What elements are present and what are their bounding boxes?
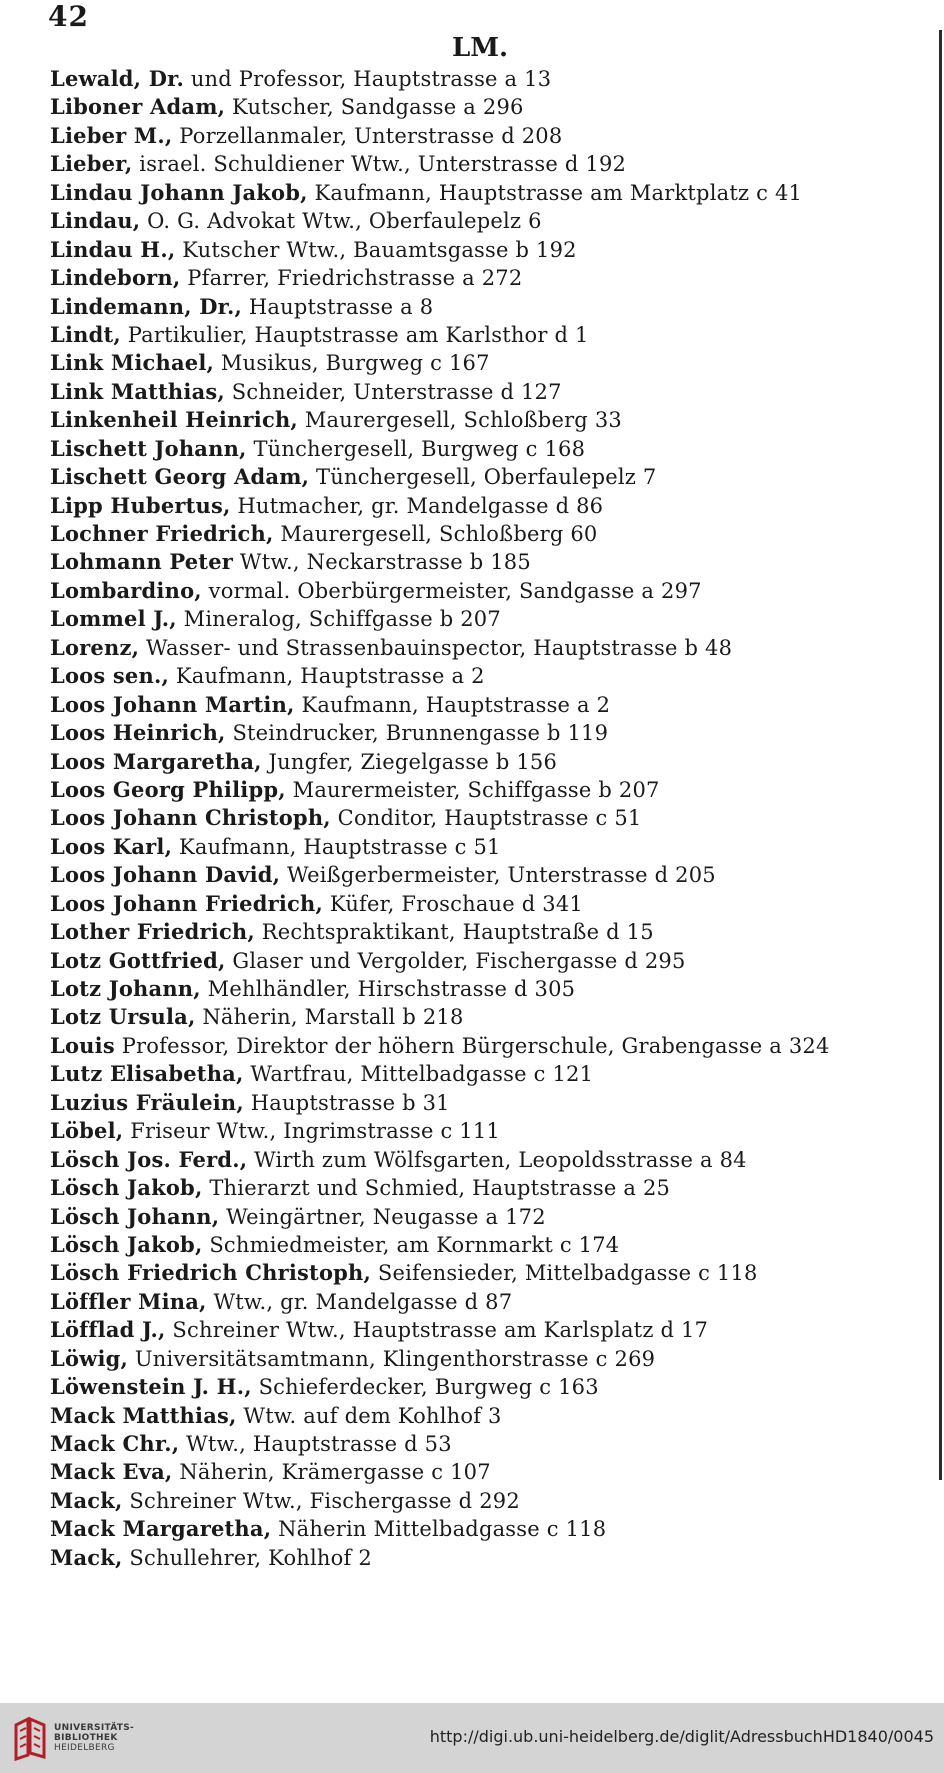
entry-details: Wtw. auf dem Kohlhof 3 xyxy=(236,1403,502,1428)
entry-details: Wartfrau, Mittelbadgasse c 121 xyxy=(243,1062,594,1087)
entry-name: Lindemann, Dr., xyxy=(50,293,243,319)
entry-name: Liboner Adam, xyxy=(50,94,226,120)
list-item xyxy=(50,1259,910,1287)
entry-name: Louis xyxy=(50,1032,115,1058)
entry-name: Lindau H., xyxy=(50,236,176,262)
entry-details: Hauptstrasse a 8 xyxy=(242,294,434,319)
entry-details: Kaufmann, Hauptstrasse am Marktplatz c 41 xyxy=(307,180,803,205)
entry-name: Lotz Gottfried, xyxy=(50,947,226,973)
entry-details: vormal. Oberbürgermeister, Sandgasse a 297 xyxy=(201,578,702,603)
entry-name: Lieber, xyxy=(50,151,133,177)
list-item xyxy=(50,378,910,406)
list-item xyxy=(50,861,910,889)
list-item xyxy=(50,406,910,434)
entry-name: Lischett Johann, xyxy=(50,435,247,461)
entry-name: Lösch Friedrich Christoph, xyxy=(50,1260,372,1286)
list-item xyxy=(50,1402,910,1430)
running-head: LM. xyxy=(452,33,509,63)
entry-name: Lindeborn, xyxy=(50,265,181,291)
entry-name: Lotz Ursula, xyxy=(50,1004,196,1030)
entry-details: Seifensieder, Mittelbadgasse c 118 xyxy=(371,1261,758,1286)
entry-name: Luzius Fräulein, xyxy=(50,1089,244,1115)
entry-name: Linkenheil Heinrich, xyxy=(50,407,298,433)
entry-name: Mack Eva, xyxy=(50,1459,173,1485)
entry-details: Kaufmann, Hauptstrasse a 2 xyxy=(294,692,611,717)
entry-name: Löwenstein J. H., xyxy=(50,1374,252,1400)
heidelberg-library-logo-icon xyxy=(10,1715,50,1761)
list-item xyxy=(50,1146,910,1174)
list-item xyxy=(50,1487,910,1515)
entry-details: Schullehrer, Kohlhof 2 xyxy=(122,1545,372,1570)
library-name-line2: BIBLIOTHEK xyxy=(54,1733,118,1743)
list-item xyxy=(50,1032,910,1060)
entry-name: Loos Johann Christoph, xyxy=(50,805,331,831)
list-item xyxy=(50,1345,910,1373)
entry-details: Näherin, Marstall b 218 xyxy=(195,1005,464,1030)
entry-details: Porzellanmaler, Unterstrasse d 208 xyxy=(172,123,563,148)
entry-details: Wtw., Hauptstrasse d 53 xyxy=(179,1432,452,1456)
list-item xyxy=(50,1231,910,1259)
list-item xyxy=(50,605,910,633)
entry-name: Mack Chr., xyxy=(50,1431,180,1456)
list-item xyxy=(50,264,910,292)
list-item xyxy=(50,804,910,832)
entry-name: Löfflad J., xyxy=(50,1317,166,1343)
directory-entries xyxy=(50,65,910,1572)
entry-details: Näherin, Krämergasse c 107 xyxy=(172,1460,491,1485)
entry-name: Löbel, xyxy=(50,1118,124,1144)
entry-name: Lutz Elisabetha, xyxy=(50,1061,244,1087)
list-item xyxy=(50,634,910,662)
list-item xyxy=(50,1089,910,1117)
entry-name: Lischett Georg Adam, xyxy=(50,464,310,490)
list-item xyxy=(50,577,910,605)
entry-details: Glaser und Vergolder, Fischergasse d 295 xyxy=(225,948,686,973)
list-item xyxy=(50,293,910,321)
entry-details: Kaufmann, Hauptstrasse a 2 xyxy=(169,664,485,689)
entry-details: Schneider, Unterstrasse d 127 xyxy=(224,379,562,404)
entry-name: Lombardino, xyxy=(50,577,202,603)
entry-details: Weingärtner, Neugasse a 172 xyxy=(219,1204,546,1229)
entry-name: Mack Matthias, xyxy=(50,1402,237,1428)
entry-name: Löwig, xyxy=(50,1345,129,1371)
list-item xyxy=(50,833,910,861)
list-item xyxy=(50,691,910,719)
list-item xyxy=(50,548,910,576)
list-item xyxy=(50,1373,910,1401)
entry-name: Löffler Mina, xyxy=(50,1288,207,1314)
entry-name: Loos Margaretha, xyxy=(50,748,262,774)
entry-details: Wirth zum Wölfsgarten, Leopoldsstrasse a 84 xyxy=(247,1147,747,1172)
list-item xyxy=(50,1316,910,1344)
list-item xyxy=(50,719,910,747)
entry-name: Lindau Johann Jakob, xyxy=(50,179,308,205)
list-item xyxy=(50,1458,910,1486)
list-item xyxy=(50,1430,910,1458)
list-item xyxy=(50,1288,910,1316)
list-item xyxy=(50,65,910,93)
list-item xyxy=(50,1003,910,1031)
entry-name: Mack Margaretha, xyxy=(50,1516,272,1542)
entry-details: Kutscher Wtw., Bauamtsgasse b 192 xyxy=(175,237,577,262)
entry-details: Mineralog, Schiffgasse b 207 xyxy=(176,607,501,632)
list-item xyxy=(50,1544,910,1572)
list-item xyxy=(50,492,910,520)
entry-details: Maurermeister, Schiffgasse b 207 xyxy=(285,777,660,802)
list-item xyxy=(50,321,910,349)
entry-details: Kutscher, Sandgasse a 296 xyxy=(225,95,524,120)
list-item xyxy=(50,918,910,946)
entry-name: Loos Heinrich, xyxy=(50,720,226,746)
entry-name: Loos Johann Martin, xyxy=(50,691,295,717)
entry-name: Lohmann Peter xyxy=(50,549,234,575)
list-item xyxy=(50,776,910,804)
entry-name: Lochner Friedrich, xyxy=(50,521,274,546)
entry-details: Rechtspraktikant, Hauptstraße d 15 xyxy=(254,920,654,945)
list-item xyxy=(50,463,910,491)
entry-name: Mack, xyxy=(50,1487,123,1513)
list-item xyxy=(50,1174,910,1202)
entry-name: Lösch Jakob, xyxy=(50,1175,203,1201)
entry-details: Wtw., Neckarstrasse b 185 xyxy=(233,550,531,575)
entry-name: Loos Johann David, xyxy=(50,862,281,888)
list-item xyxy=(50,179,910,207)
entry-details: Steindrucker, Brunnengasse b 119 xyxy=(225,721,609,746)
entry-name: Lother Friedrich, xyxy=(50,919,255,945)
entry-name: Lindt, xyxy=(50,321,121,347)
entry-details: Wasser- und Strassenbauinspector, Hauptstrasse b 48 xyxy=(139,635,733,660)
entry-name: Lommel J., xyxy=(50,606,177,632)
library-name-line3: HEIDELBERG xyxy=(54,1743,115,1753)
entry-name: Loos Johann Friedrich, xyxy=(50,890,324,916)
entry-details: und Professor, Hauptstrasse a 13 xyxy=(183,67,552,91)
list-item xyxy=(50,1117,910,1145)
entry-details: Kaufmann, Hauptstrasse c 51 xyxy=(172,834,501,859)
entry-name: Lorenz, xyxy=(50,634,140,660)
entry-details: Pfarrer, Friedrichstrasse a 272 xyxy=(180,266,523,291)
entry-name: Lewald, Dr. xyxy=(50,66,184,91)
list-item xyxy=(50,349,910,377)
entry-details: Tünchergesell, Oberfaulepelz 7 xyxy=(309,465,657,490)
entry-details: Musikus, Burgweg c 167 xyxy=(214,351,490,376)
list-item xyxy=(50,748,910,776)
list-item xyxy=(50,1060,910,1088)
entry-details: Jungfer, Ziegelgasse b 156 xyxy=(261,749,558,774)
list-item xyxy=(50,435,910,463)
list-item xyxy=(50,93,910,121)
entry-details: Hutmacher, gr. Mandelgasse d 86 xyxy=(230,493,604,518)
entry-details: Professor, Direktor der höhern Bürgerschule, Grabengasse a 324 xyxy=(114,1033,830,1058)
entry-name: Lieber M., xyxy=(50,122,173,148)
entry-name: Lotz Johann, xyxy=(50,976,201,1001)
entry-details: Universitätsamtmann, Klingenthorstrasse c 269 xyxy=(128,1346,656,1371)
entry-details: Mehlhändler, Hirschstrasse d 305 xyxy=(200,977,576,1001)
entry-details: O. G. Advokat Wtw., Oberfaulepelz 6 xyxy=(140,209,542,234)
entry-name: Lösch Jos. Ferd., xyxy=(50,1146,248,1172)
entry-name: Loos sen., xyxy=(50,663,169,689)
entry-details: Maurergesell, Schloßberg 33 xyxy=(297,408,622,433)
entry-details: Conditor, Hauptstrasse c 51 xyxy=(330,806,642,831)
entry-name: Loos Georg Philipp, xyxy=(50,776,286,802)
footer-bar xyxy=(0,1703,944,1773)
entry-name: Lipp Hubertus, xyxy=(50,492,231,518)
list-item xyxy=(50,975,910,1003)
page-edge xyxy=(939,30,942,1480)
list-item xyxy=(50,890,910,918)
entry-details: Hauptstrasse b 31 xyxy=(243,1090,450,1115)
list-item xyxy=(50,520,910,548)
library-name-line1: UNIVERSITÄTS- xyxy=(54,1723,135,1733)
entry-details: Schmiedmeister, am Kornmarkt c 174 xyxy=(202,1232,620,1257)
list-item xyxy=(50,122,910,150)
entry-details: Tünchergesell, Burgweg c 168 xyxy=(246,436,586,461)
entry-details: Thierarzt und Schmied, Hauptstrasse a 25 xyxy=(202,1176,671,1201)
page-number: 42 xyxy=(48,0,89,33)
entry-details: Weißgerbermeister, Unterstrasse d 205 xyxy=(280,863,716,888)
source-url-link[interactable]: http://digi.ub.uni-heidelberg.de/diglit/AdressbuchHD1840/0045 xyxy=(429,1727,934,1746)
library-name xyxy=(54,1723,134,1753)
entry-details: Schreiner Wtw., Hauptstrasse am Karlsplatz d 17 xyxy=(165,1318,709,1343)
list-item xyxy=(50,662,910,690)
entry-details: Wtw., gr. Mandelgasse d 87 xyxy=(206,1289,513,1314)
entry-name: Lösch Johann, xyxy=(50,1203,220,1229)
entry-name: Lösch Jakob, xyxy=(50,1231,203,1257)
list-item xyxy=(50,236,910,264)
list-item xyxy=(50,150,910,178)
list-item xyxy=(50,1203,910,1231)
entry-details: Schreiner Wtw., Fischergasse d 292 xyxy=(122,1488,520,1513)
entry-name: Link Matthias, xyxy=(50,378,225,404)
entry-details: Maurergesell, Schloßberg 60 xyxy=(273,522,598,546)
list-item xyxy=(50,1515,910,1543)
entry-details: israel. Schuldiener Wtw., Unterstrasse d 192 xyxy=(132,152,627,177)
entry-name: Loos Karl, xyxy=(50,833,173,859)
entry-details: Friseur Wtw., Ingrimstrasse c 111 xyxy=(123,1119,500,1144)
entry-details: Küfer, Froschaue d 341 xyxy=(323,891,583,916)
entry-name: Link Michael, xyxy=(50,350,215,376)
entry-name: Lindau, xyxy=(50,208,141,234)
entry-details: Schieferdecker, Burgweg c 163 xyxy=(251,1375,599,1400)
list-item xyxy=(50,207,910,235)
entry-details: Partikulier, Hauptstrasse am Karlsthor d 1 xyxy=(120,322,589,347)
list-item xyxy=(50,947,910,975)
entry-name: Mack, xyxy=(50,1544,123,1570)
entry-details: Näherin Mittelbadgasse c 118 xyxy=(271,1517,607,1542)
